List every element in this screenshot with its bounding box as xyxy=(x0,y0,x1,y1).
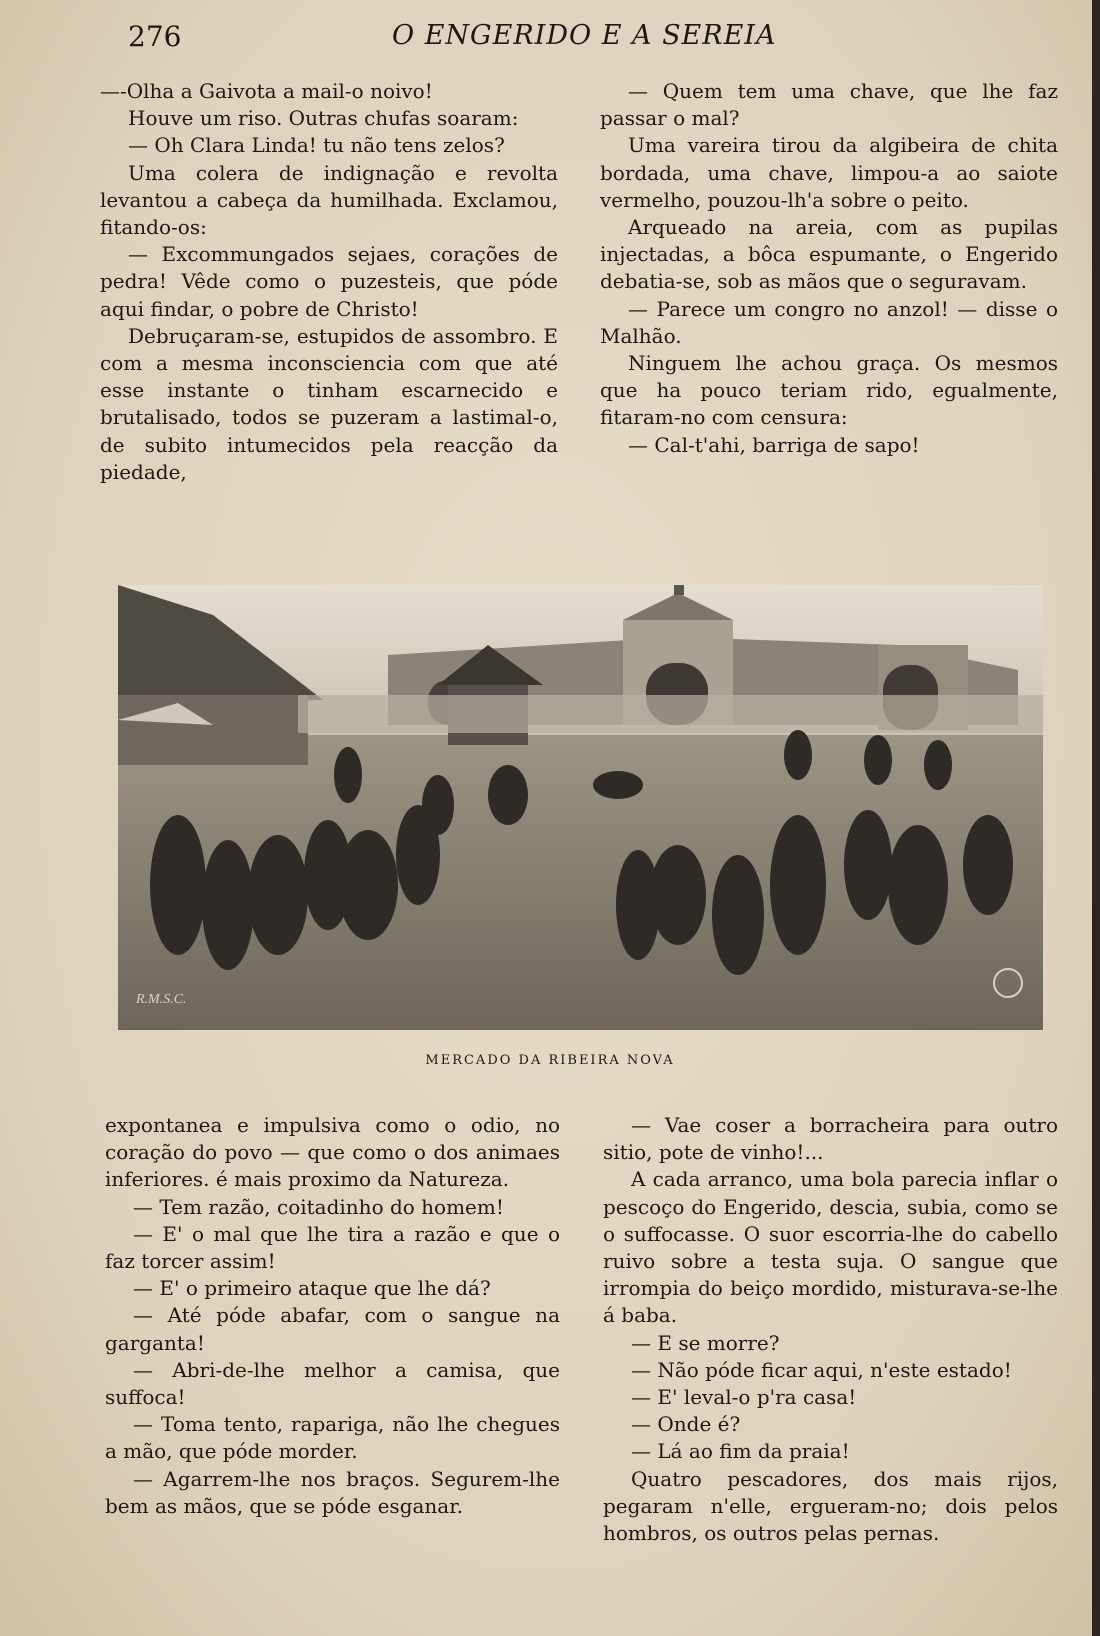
paragraph: Ninguem lhe achou graça. Os mesmos que ha pouco teriam rido, egualmente, fitaram-no com censura: xyxy=(600,351,1058,430)
paragraph: — Vae coser a borracheira para outro sitio, pote de vinho!... xyxy=(603,1113,1058,1165)
market-photograph xyxy=(118,585,1043,1030)
paragraph: Uma vareira tirou da algibeira de chita bordada, uma chave, limpou-a ao saiote vermelho, pouzou-lh'a sobre o peito. xyxy=(600,133,1058,212)
paragraph: — Parece um congro no anzol! — disse o Malhão. xyxy=(600,296,1058,348)
figure-caption: MERCADO DA RIBEIRA NOVA xyxy=(425,1053,675,1068)
book-spine-edge xyxy=(1092,0,1100,1636)
paragraph: — Agarrem-lhe nos braços. Segurem-lhe bem as mãos, que se póde esganar. xyxy=(105,1466,560,1518)
paragraph: A cada arranco, uma bola parecia inflar o pescoço do Engerido, descia, subia, como se o suffocasse. O suor escorria-lhe do cabello ruivo sobre a testa suja. O sangue que irrompia do beiço mordido, misturava-se-lhe á baba. xyxy=(603,1167,1058,1328)
paragraph: — Onde é? xyxy=(631,1412,741,1437)
paragraph: — Abri-de-lhe melhor a camisa, que suffoca! xyxy=(105,1357,560,1410)
paragraph: — Lá ao fim da praia! xyxy=(631,1439,850,1464)
paragraph: Quatro pescadores, dos mais rijos, pegaram n'elle, ergueram-no; dois pelos hombros, os outros pelas pernas. xyxy=(603,1466,1058,1546)
paragraph: — E' o mal que lhe tira a razão e que o faz torcer assim! xyxy=(105,1221,560,1274)
paragraph: — Quem tem uma chave, que lhe faz passar o mal? xyxy=(600,79,1058,131)
paragraph: — Oh Clara Linda! tu não tens zelos? xyxy=(128,133,505,158)
page-number: 276 xyxy=(128,20,182,53)
paragraph: — Toma tento, rapariga, não lhe chegues a mão, que póde morder. xyxy=(105,1412,560,1464)
text-column-top-right xyxy=(600,78,1058,459)
paragraph: — E' o primeiro ataque que lhe dá? xyxy=(133,1276,491,1301)
paragraph: — Cal-t'ahi, barriga de sapo! xyxy=(628,432,920,457)
paragraph: — Excommungados sejaes, corações de pedra! Vêde como o puzesteis, que póde aqui findar, o pobre de Christo! xyxy=(100,242,558,321)
paragraph: Uma colera de indignação e revolta levantou a cabeça da humilhada. Exclamou, fitando-os: xyxy=(100,160,558,240)
fence xyxy=(298,695,1043,733)
text-column-bottom-right xyxy=(603,1112,1058,1547)
text-column-top-left xyxy=(100,78,558,486)
artist-signature: R.M.S.C. xyxy=(136,992,187,1007)
text-column-bottom-left xyxy=(105,1112,560,1520)
paragraph: — Até póde abafar, com o sangue na garganta! xyxy=(105,1303,560,1355)
paragraph: —-Olha a Gaivota a mail-o noivo! xyxy=(100,79,433,103)
paragraph: — Tem razão, coitadinho do homem! xyxy=(133,1194,504,1219)
paragraph: expontanea e impulsiva como o odio, no coração do povo — que como o dos animaes inferiores. é mais proximo da Natureza. xyxy=(105,1113,560,1192)
paragraph: Arqueado na areia, com as pupilas injectadas, a bôca espumante, o Engerido debatia-se, sob as mãos que o seguravam. xyxy=(600,215,1058,294)
paragraph: Houve um riso. Outras chufas soaram: xyxy=(128,106,519,131)
paragraph: — E' leval-o p'ra casa! xyxy=(631,1385,857,1410)
paragraph: — Não póde ficar aqui, n'este estado! xyxy=(631,1357,1012,1382)
running-title: O ENGERIDO E A SEREIA xyxy=(392,20,777,51)
paragraph: Debruçaram-se, estupidos de assombro. E com a mesma inconsciencia com que até esse instante o tinham escarnecido e brutalisado, todos se puzeram a lastimal-o, de subito intumecidos pela reacção da piedade, xyxy=(100,323,558,484)
paragraph: — E se morre? xyxy=(631,1330,780,1355)
